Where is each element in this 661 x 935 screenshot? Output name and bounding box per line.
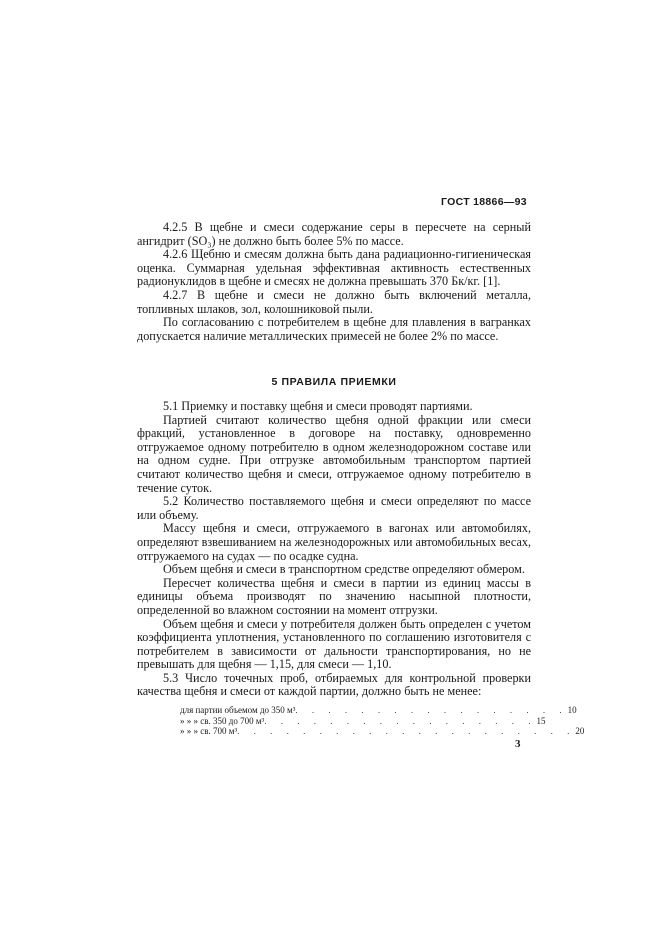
table-row-value: 20: [575, 726, 585, 736]
paragraph-4-2-6: 4.2.6 Щебню и смесям должна быть дана радиационно-гигиеническая оценка. Суммарная удельная эффективная активность естественных радионуклидов в щебне и смесях не должна превышать 370 Бк/кг. [1].: [137, 247, 531, 289]
table-row-label: » » » св. 350 до 700 м³: [180, 715, 265, 726]
document-code: ГОСТ 18866—93: [441, 196, 527, 208]
paragraph-5-1: 5.1 Приемку и поставку щебня и смеси проводят партиями.: [163, 399, 473, 413]
paragraph-volume-determination: Объем щебня и смеси в транспортном средстве определяют обмером.: [163, 562, 525, 577]
paragraph-compaction-coefficient: Объем щебня и смеси у потребителя должен быть определен с учетом коэффициента уплотнения, установленного по соглашению изготовителя с потребителем в зависимости от дальности транспортирования, но не превышать для щебня — 1,15, для смеси — 1,10.: [137, 616, 531, 672]
table-row: [180, 705, 577, 716]
paragraph-recalculation: Пересчет количества щебня и смеси в партии из единиц массы в единицы объема производят по значению насыпной плотности, определенной во влажном состоянии на момент отгрузки.: [137, 575, 531, 617]
paragraph-5-2: 5.2 Количество поставляемого щебня и смеси определяют по массе или объему.: [137, 494, 531, 522]
table-row: [180, 715, 546, 727]
paragraph-metal-impurities: По согласованию с потребителем в щебне для плавления в вагранках допускается наличие металлических примесей не более 2% по массе.: [137, 315, 531, 343]
table-row-value: 15: [536, 715, 546, 726]
table-row-value: 10: [567, 705, 577, 715]
paragraph-batch-definition: Партией считают количество щебня одной фракции или смеси фракций, установленное в договоре на поставку, одновременно отгружаемое одному потребителю в одном железнодорожном составе или на одном судне. При отгрузке автомобильным транспортом партией считают количество щебня и смеси, отгружаемое одному потребителю в течение суток.: [137, 412, 531, 495]
paragraph-4-2-7: 4.2.7 В щебне и смеси не должно быть включений металла, топливных шлаков, зол, колошниковой пыли.: [137, 287, 531, 316]
requirements-block: [137, 221, 531, 343]
table-row-label: » » » св. 700 м³: [180, 726, 238, 736]
table-row-leader: . . . . . . . . . . . . . . . . . . . . .: [237, 726, 576, 736]
table-row: [180, 726, 585, 737]
table-row-leader: . . . . . . . . . . . . . . . . .: [264, 715, 537, 726]
section-title: 5 ПРАВИЛА ПРИЕМКИ: [271, 376, 397, 388]
paragraph-mass-determination: Массу щебня и смеси, отгружаемого в вагонах или автомобилях, определяют взвешиванием на железнодорожных или автомобильных весах, отгружаемого на судах — по осадке судна.: [137, 521, 531, 563]
table-row-label: для партии объемом до 350 м³: [180, 705, 296, 715]
acceptance-rules-block: [137, 400, 531, 699]
table-row-leader: . . . . . . . . . . . . . . . . .: [295, 705, 568, 715]
page-number: 3: [515, 738, 521, 750]
paragraph-5-3: 5.3 Число точечных проб, отбираемых для контрольной проверки качества щебня и смеси от каждой партии, должно быть не менее:: [137, 670, 531, 699]
paragraph-4-2-5: 4.2.5 В щебне и смеси содержание серы в пересчете на серный ангидрит (SO₃) не должно быть более 5% по массе.: [137, 220, 531, 248]
sample-count-table: [180, 705, 585, 737]
